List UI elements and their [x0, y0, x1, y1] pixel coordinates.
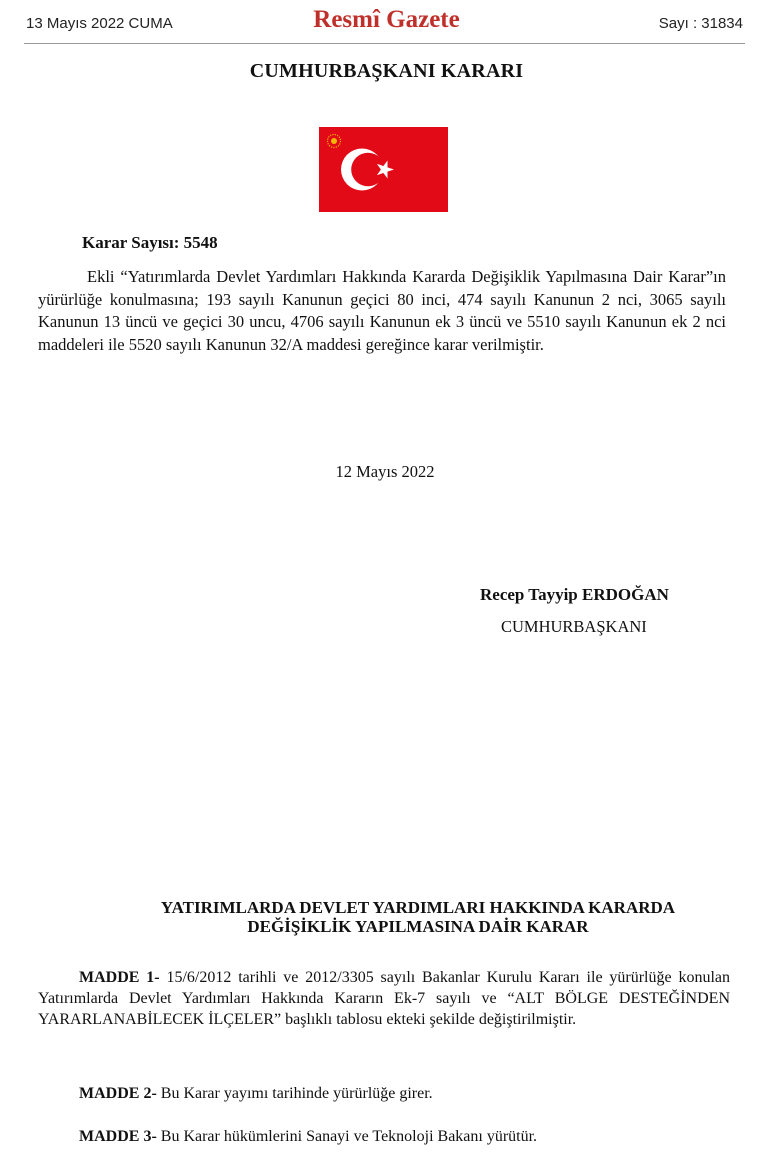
article-2 [79, 1085, 433, 1103]
regulation-title-line-1: YATIRIMLARDA DEVLET YARDIMLARI HAKKINDA KARARDA [160, 898, 676, 917]
decision-date: 12 Mayıs 2022 [335, 462, 435, 481]
article-1-text: 15/6/2012 tarihli ve 2012/3305 sayılı Bakanlar Kurulu Kararı ile yürürlüğe konulan Yatırımlarda Devlet Yardımları Hakkında Kararın Ek-7 sayılı ve “ALT BÖLGE DESTEĞİNDEN YARARLANABİLECEK İLÇELER” başlıklı tablosu ekteki şekilde değiştirilmiştir. [38, 969, 731, 1028]
signatory-title: CUMHURBAŞKANI [501, 617, 647, 636]
signatory-name: Recep Tayyip ERDOĞAN [480, 585, 669, 604]
header-divider [24, 43, 745, 44]
article-3 [79, 1128, 537, 1146]
turkish-flag-icon [319, 127, 448, 212]
article-1-label: MADDE 1- [79, 969, 160, 986]
article-1 [38, 967, 730, 1030]
regulation-title [60, 898, 773, 936]
publication-date: 13 Mayıs 2022 CUMA [26, 15, 173, 32]
article-2-label: MADDE 2- [79, 1085, 157, 1102]
issue-number: Sayı : 31834 [658, 15, 743, 32]
decision-paragraph: Ekli “Yatırımlarda Devlet Yardımları Hakkında Kararda Değişiklik Yapılmasına Dair Karar”ın yürürlüğe konulmasına; 193 sayılı Kanunun geçici 80 inci, 474 sayılı Kanunun 2 nci, 3065 sayılı Kanunun 13 üncü ve geçici 30 uncu, 4706 sayılı Kanunun ek 3 üncü ve 5510 sayılı Kanunun ek 2 nci maddeleri ile 5520 sayılı Kanunun 32/A maddesi gereğince karar verilmiştir. [38, 267, 726, 354]
decision-number: Karar Sayısı: 5548 [82, 233, 218, 252]
gazette-header [0, 0, 773, 46]
article-3-text: Bu Karar hükümlerini Sanayi ve Teknoloji Bakanı yürütür. [160, 1128, 538, 1145]
article-3-label: MADDE 3- [79, 1128, 157, 1145]
gazette-title: Resmî Gazete [313, 6, 460, 33]
article-2-text: Bu Karar yayımı tarihinde yürürlüğe girer. [160, 1085, 433, 1102]
regulation-title-line-2: DEĞİŞİKLİK YAPILMASINA DAİR KARAR [247, 917, 589, 936]
document-kind: CUMHURBAŞKANI KARARI [249, 60, 524, 82]
